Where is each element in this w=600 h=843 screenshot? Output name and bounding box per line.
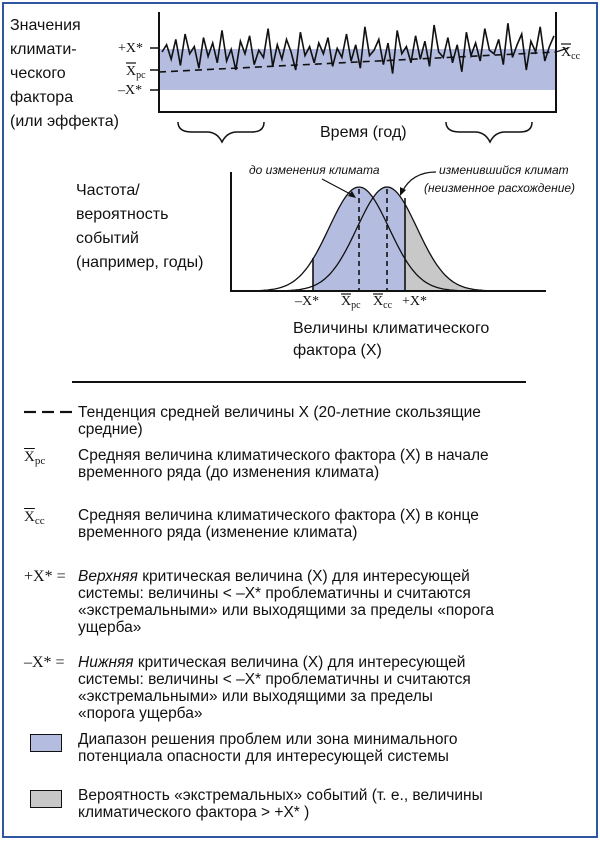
- legend-xcc-symbol: $\overline{X}_{cc}$: [24, 509, 45, 527]
- legend-xpc-symbol: $\overline{X}_{pc}$: [24, 449, 46, 467]
- legend-grey-text: Вероятность «экстремальных» событий (т. е., величины климатического фактора > +X* ): [78, 787, 483, 821]
- xcc-label: $X_{cc}$: [561, 45, 581, 62]
- top-ylabel-line-1: Значения: [10, 17, 81, 34]
- annotation-after-line-2: (неизменное расхождение): [424, 181, 576, 195]
- legend-upper-symbol: +X* =: [24, 568, 66, 585]
- legend-dashed-text: Тенденция средней величины X (20-летние скользящие средние): [78, 404, 481, 438]
- bottom-ylabel-line-2: вероятность: [76, 206, 169, 223]
- top-chart: [10, 12, 581, 142]
- minus-x-label: –X*: [118, 83, 143, 98]
- legend-lower-text: Нижняя критическая величина (X) для интересующей системы: величины < –X* проблематичны и считаются «экстремальными» или выходящими за пределы «порога ущерба»: [78, 654, 471, 722]
- legend-xpc-text: Средняя величина климатического фактора (X) в начале временного ряда (до изменения климата): [78, 447, 489, 481]
- legend-upper-text: Верхняя критическая величина (X) для интересующей системы: величины < –X* проблематичны и считаются «экстремальными» или выходящими за пределы «порога ущерба»: [78, 568, 495, 636]
- bottom-xlabel-line-1: Величины климатического: [293, 320, 490, 337]
- bottom-ylabel-line-1: Частота/: [76, 182, 140, 199]
- legend-blue-text: Диапазон решения проблем или зона минимального потенциала опасности для интересующей системы: [78, 731, 458, 765]
- top-ylabel-line-3: ческого: [10, 65, 66, 82]
- brace-right: [446, 122, 532, 142]
- annotation-after-arrowhead: [400, 187, 406, 196]
- bottom-chart: [76, 163, 575, 359]
- annotation-before-pointer: [322, 179, 354, 196]
- top-ylabel-line-2: климати-: [10, 41, 77, 58]
- bottom-ylabel-line-4: (например, годы): [76, 254, 204, 271]
- tick-xpc: $X_{pc}$: [341, 294, 361, 311]
- legend-xcc-text: Средняя величина климатического фактора (X) в конце временного ряда (изменение климата): [78, 507, 479, 541]
- xpc-label: $X_{pc}$: [126, 64, 146, 81]
- figure-frame: [2, 2, 598, 838]
- top-ylabel-line-5: (или эффекта): [10, 113, 119, 130]
- top-ylabel-line-4: фактора: [10, 89, 74, 106]
- tick-plus-x: +X*: [402, 294, 428, 309]
- bottom-xlabel-line-2: фактора (X): [293, 342, 382, 359]
- annotation-after-line-1: изменившийся климат: [439, 163, 569, 177]
- grey-area: [405, 204, 542, 291]
- plus-x-label: +X*: [118, 41, 144, 56]
- legend-grey-swatch: [30, 790, 62, 808]
- legend-lower-symbol: –X* =: [24, 654, 65, 671]
- tick-minus-x: –X*: [295, 294, 320, 309]
- bottom-ylabel-line-3: событий: [76, 230, 139, 247]
- legend-blue-swatch: [30, 734, 62, 752]
- annotation-before: до изменения климата: [249, 163, 380, 177]
- time-axis-label: Время (год): [320, 124, 407, 141]
- tick-xcc: $X_{cc}$: [373, 294, 393, 311]
- brace-left: [178, 122, 264, 142]
